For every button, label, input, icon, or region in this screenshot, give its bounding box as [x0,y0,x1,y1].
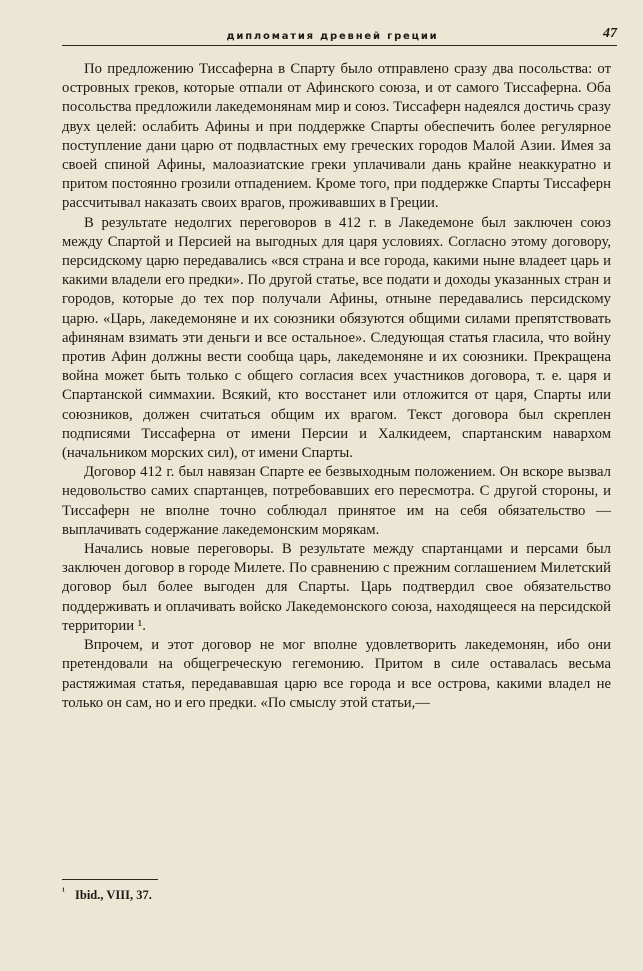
footnote-divider [62,879,158,880]
paragraph: Договор 412 г. был навязан Спарте ее безвыходным положением. Он вскоре вызвал недовольство самих спартанцев, потребовавших его пересмотра. С другой стороны, и Тиссаферн не вполне точно соблюдал принятое им на себя обязательство — выплачивать содержание лакедемонским морякам. [62,464,611,538]
paragraph: В результате недолгих переговоров в 412 г. в Лакедемоне был заключен союз между Спартой и Персией на выгодных для царя условиях. Согласно этому договору, персидскому царю передавались «вся страна и все города, какими ныне владеет царь и какими владели его предки». По другой статье, все подати и доходы указанных стран и городов, которые до тех пор получали Афины, отныне передавались персидскому царю. «Царь, лакедемоняне и их союзники обязуются общими силами препятствовать афинянам взимать эти деньги и все остальное». Следующая статья гласила, что войну против Афин должны вести сообща царь, лакедемоняне и их союзники. Прекращена война может быть только с общего согласия всех участников договора, т. е. царя и Спартанской симмахии. Всякий, кто восстанет или отложится от царя, Спарты или союзников, должен считаться общим их врагом. Текст договора был скреплен подписями Тиссаферна от имени Персии и Халкидеем, спартанским навархом (начальником морских сил), от имени Спарты. [62,214,611,462]
footnote-text: Ibid., VIII, 37. [75,888,152,903]
body-text [62,60,611,713]
paragraph: Впрочем, и этот договор не мог вполне удовлетворить лакедемонян, ибо они претендовали на общегреческую гегемонию. Притом в силе оставалась весьма растяжимая статья, передававшая царю все города и все острова, какими владел не только он сам, но и его предки. «По смыслу этой статьи,— [62,637,611,711]
paragraph: По предложению Тиссаферна в Спарту было отправлено сразу два посольства: от островных греков, которые отпали от Афинского союза, и от самого Тиссаферна. Оба посольства предложили лакедемонянам мир и союз. Тиссаферн надеялся достичь сразу двух целей: ослабить Афины и при поддержке Спарты обеспечить более регулярное поступление дани царю от подвластных ему греческих городов Малой Азии. Имея за своей спиной Афины, малоазиатские греки уплачивали дань крайне неаккуратно и притом постоянно грозили отпадением. Кроме того, при поддержке Спарты Тиссаферн рассчитывал наказать своих врагов, проживавших в Греции. [62,61,611,212]
footnote [62,886,611,903]
page-number: 47 [603,26,617,41]
paragraph: Начались новые переговоры. В результате между спартанцами и персами был заключен договор в городе Милете. По сравнению с прежним соглашением Милетский договор был более выгоден для Спарты. Царь подтвердил свое обязательство поддерживать и оплачивать войско Лакедемонского союза, находящееся на персидской территории ¹. [62,541,611,634]
running-head-title: дипломатия древней греции [226,31,439,42]
footnote-mark: ¹ [62,886,65,897]
running-head [62,20,617,46]
